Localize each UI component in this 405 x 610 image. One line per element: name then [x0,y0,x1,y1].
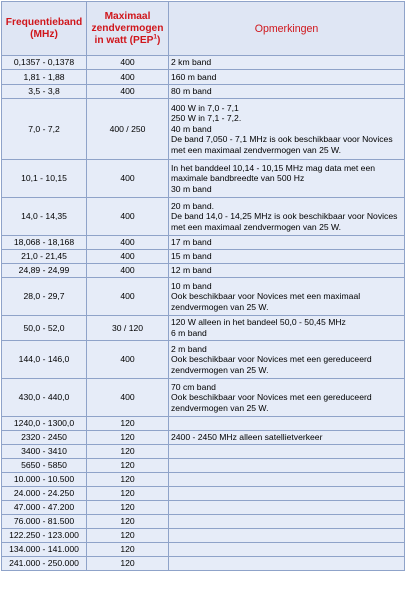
remarks-line: 2 m band [171,343,207,354]
remarks-line: Ook beschikbaar voor Novices met een gereduceerd [171,392,372,403]
table-row [2,70,405,85]
frequency-cell: 1240,0 - 1300,0 [2,417,87,431]
power-cell: 400 [87,70,169,85]
remarks-cell [169,264,405,278]
remarks-cell [169,431,405,445]
frequency-allocation-table [1,1,405,571]
power-cell: 120 [87,501,169,515]
remarks-line: 10 m band [171,280,212,291]
remarks-line: 400 W in 7,0 - 7,1 [171,102,239,113]
remarks-cell [169,250,405,264]
power-cell: 400 [87,264,169,278]
remarks-cell [169,341,405,379]
remarks-cell [169,487,405,501]
remarks-cell [169,417,405,431]
frequency-cell: 14,0 - 14,35 [2,198,87,236]
remarks-cell [169,278,405,316]
table-row [2,379,405,417]
remarks-line: De band 14,0 - 14,25 MHz is ook beschikbaar voor Novices [171,211,398,222]
table-row [2,236,405,250]
frequency-cell: 134.000 - 141.000 [2,543,87,557]
remarks-cell [169,85,405,99]
power-cell: 400 / 250 [87,99,169,160]
header-power-line1: Maximaal [104,10,151,22]
remarks-line: De band 7,050 - 7,1 MHz is ook beschikbaar voor Novices [171,134,393,145]
power-cell: 400 [87,236,169,250]
header-frequency-line1: Frequentieband [5,16,83,28]
frequency-cell: 28,0 - 29,7 [2,278,87,316]
remarks-cell [169,557,405,571]
header-frequency-line2: (MHz) [30,28,58,40]
power-cell: 400 [87,379,169,417]
frequency-cell: 24.000 - 24.250 [2,487,87,501]
table-row [2,264,405,278]
remarks-line: 2400 - 2450 MHz alleen satellietverkeer [171,432,323,443]
remarks-line: 20 m band. [171,200,214,211]
table-row [2,316,405,341]
table-row [2,250,405,264]
table-row [2,85,405,99]
remarks-line: maximale bandbreedte van 500 Hz [171,173,305,184]
frequency-cell: 3,5 - 3,8 [2,85,87,99]
frequency-cell: 5650 - 5850 [2,459,87,473]
frequency-cell: 76.000 - 81.500 [2,515,87,529]
remarks-cell [169,445,405,459]
frequency-cell: 10,1 - 10,15 [2,160,87,198]
header-remarks: Opmerkingen [169,2,405,56]
remarks-cell [169,379,405,417]
table-row [2,529,405,543]
power-cell: 120 [87,431,169,445]
remarks-line: 250 W in 7,1 - 7,2. [171,113,242,124]
remarks-cell [169,198,405,236]
frequency-cell: 7,0 - 7,2 [2,99,87,160]
header-max-power [87,2,169,56]
table-row [2,341,405,379]
remarks-line: 2 km band [171,57,212,68]
frequency-table-container [1,1,404,571]
table-row [2,473,405,487]
table-row [2,557,405,571]
header-frequency-band [2,2,87,56]
frequency-cell: 3400 - 3410 [2,445,87,459]
frequency-cell: 21,0 - 21,45 [2,250,87,264]
power-cell: 400 [87,56,169,70]
header-power-line3 [88,35,167,47]
power-cell: 400 [87,85,169,99]
remarks-line: 120 W alleen in het bandeel 50,0 - 50,45 MHz [171,317,346,328]
table-row [2,501,405,515]
remarks-line: Ook beschikbaar voor Novices met een maximaal [171,291,361,302]
power-cell: 120 [87,515,169,529]
frequency-cell: 18,068 - 18,168 [2,236,87,250]
table-row [2,543,405,557]
frequency-cell: 10.000 - 10.500 [2,473,87,487]
remarks-cell [169,501,405,515]
frequency-cell: 0,1357 - 0,1378 [2,56,87,70]
power-cell: 120 [87,557,169,571]
power-cell: 400 [87,160,169,198]
remarks-line: met een maximaal zendvermogen van 25 W. [171,221,342,232]
frequency-cell: 47.000 - 47.200 [2,501,87,515]
table-header-row [2,2,405,56]
remarks-cell [169,236,405,250]
power-cell: 400 [87,341,169,379]
remarks-line: 15 m band [171,251,212,262]
frequency-cell: 430,0 - 440,0 [2,379,87,417]
table-row [2,515,405,529]
remarks-cell [169,515,405,529]
table-row [2,459,405,473]
table-row [2,445,405,459]
frequency-cell: 1,81 - 1,88 [2,70,87,85]
power-cell: 120 [87,459,169,473]
remarks-line: 80 m band [171,86,212,97]
table-row [2,278,405,316]
table-row [2,487,405,501]
remarks-cell [169,473,405,487]
remarks-cell [169,543,405,557]
remarks-line: 70 cm band [171,381,216,392]
table-row [2,99,405,160]
header-power-line3-main: in watt (PEP [94,34,154,46]
remarks-line: 30 m band [171,183,212,194]
frequency-cell: 144,0 - 146,0 [2,341,87,379]
table-row [2,160,405,198]
frequency-cell: 241.000 - 250.000 [2,557,87,571]
frequency-cell: 2320 - 2450 [2,431,87,445]
remarks-line: met een maximaal zendvermogen van 25 W. [171,144,342,155]
remarks-line: zendvermogen van 25 W. [171,364,269,375]
frequency-cell: 50,0 - 52,0 [2,316,87,341]
power-cell: 120 [87,473,169,487]
remarks-line: 6 m band [171,328,207,338]
remarks-cell [169,459,405,473]
header-power-line2: zendvermogen [91,22,164,34]
frequency-cell: 122.250 - 123.000 [2,529,87,543]
table-body [2,56,405,571]
remarks-cell [169,70,405,85]
table-row [2,56,405,70]
frequency-cell: 24,89 - 24,99 [2,264,87,278]
power-cell: 120 [87,445,169,459]
power-cell: 400 [87,198,169,236]
power-cell: 120 [87,417,169,431]
table-row [2,417,405,431]
remarks-line: 40 m band [171,123,212,134]
remarks-line: 17 m band [171,237,212,248]
table-row [2,198,405,236]
remarks-line: zendvermogen van 25 W. [171,301,269,312]
remarks-line: Ook beschikbaar voor Novices met een gereduceerd [171,354,372,365]
remarks-cell [169,529,405,543]
table-row [2,431,405,445]
header-power-close: ) [157,34,161,46]
remarks-cell [169,99,405,160]
power-cell: 400 [87,278,169,316]
remarks-cell [169,160,405,198]
power-cell: 30 / 120 [87,316,169,341]
remarks-line: 12 m band [171,265,212,276]
power-cell: 120 [87,529,169,543]
remarks-line: 160 m band [171,71,217,82]
remarks-line: zendvermogen van 25 W. [171,402,269,413]
remarks-cell [169,316,405,341]
header-power-superscript: 1 [153,33,158,41]
power-cell: 400 [87,250,169,264]
power-cell: 120 [87,543,169,557]
power-cell: 120 [87,487,169,501]
remarks-line: In het banddeel 10,14 - 10,15 MHz mag data met een [171,162,375,173]
remarks-cell [169,56,405,70]
